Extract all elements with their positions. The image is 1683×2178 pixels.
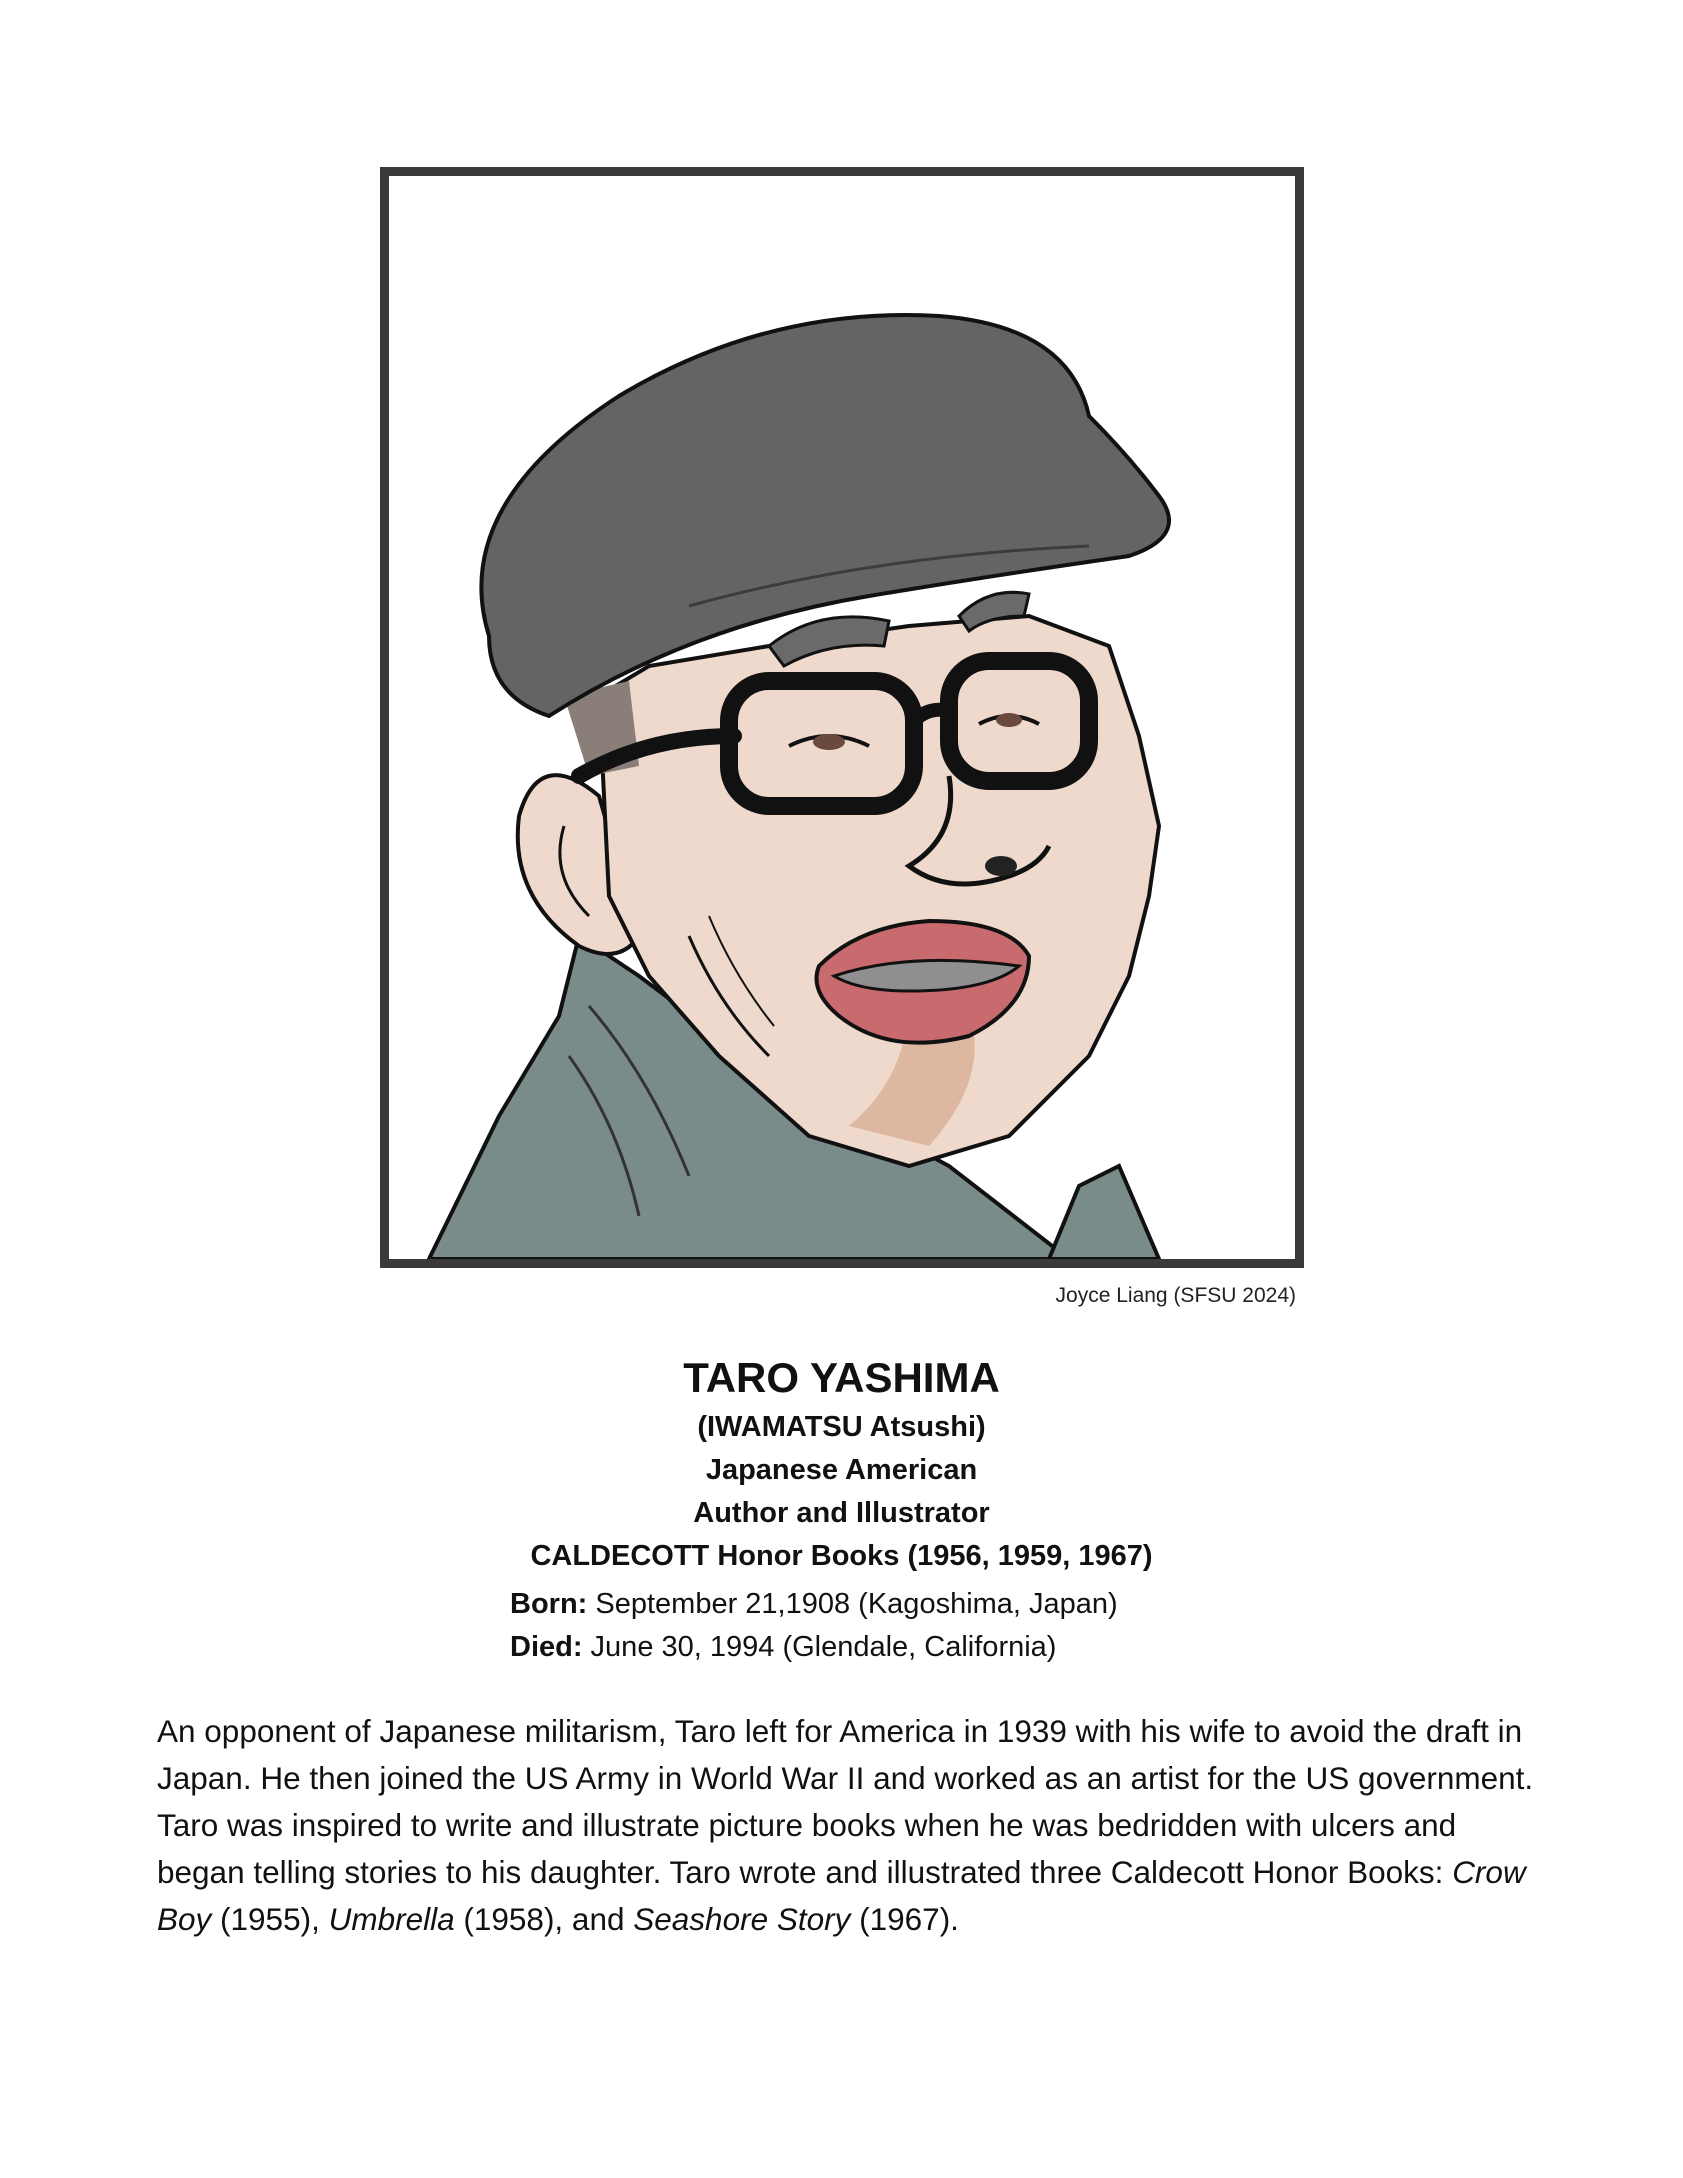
- died-value: June 30, 1994 (Glendale, California): [582, 1631, 1057, 1663]
- heritage: Japanese American: [705, 1454, 978, 1486]
- book-title-seashore-story: Seashore Story: [633, 1901, 851, 1937]
- bio-text: (1967).: [850, 1901, 959, 1937]
- died-label: Died:: [510, 1631, 583, 1663]
- biography-paragraph: [157, 1708, 1537, 1943]
- person-name: TARO YASHIMA: [683, 1354, 1000, 1401]
- portrait-frame: [380, 167, 1304, 1268]
- book-title-crow-boy: Crow Boy: [157, 1854, 1526, 1937]
- birth-name: (IWAMATSU Atsushi): [697, 1411, 986, 1443]
- eye-right-pupil: [996, 713, 1022, 727]
- illustration-credit: Joyce Liang (SFSU 2024): [1055, 1284, 1296, 1307]
- born-label: Born:: [510, 1588, 588, 1620]
- biography: [157, 1708, 1537, 1943]
- bio-text: (1958), and: [454, 1901, 634, 1937]
- born-value: September 21,1908 (Kagoshima, Japan): [587, 1588, 1118, 1620]
- life-dates: [510, 1583, 1118, 1669]
- eye-left-pupil: [813, 734, 845, 750]
- died-line: [510, 1626, 1118, 1669]
- book-title-umbrella: Umbrella: [328, 1901, 455, 1937]
- bio-text: An opponent of Japanese militarism, Taro left for America in 1939 with his wife to avoid the draft in Japan. He then joined the US Army in World War II and worked as an artist for the US government. Taro was inspired to write and illustrate picture books when he was bedridden with ulcers and began telling stories to his daughter. Taro wrote and illustrated three Caldecott Honor Books:: [157, 1713, 1534, 1890]
- profile-header: [0, 1350, 1683, 1578]
- role: Author and Illustrator: [693, 1497, 990, 1529]
- portrait-illustration: [389, 176, 1295, 1259]
- bio-text: (1955),: [211, 1901, 329, 1937]
- award: CALDECOTT Honor Books (1956, 1959, 1967): [530, 1540, 1153, 1572]
- nostril: [985, 856, 1017, 876]
- shirt-collar-right: [1049, 1166, 1159, 1259]
- born-line: [510, 1583, 1118, 1626]
